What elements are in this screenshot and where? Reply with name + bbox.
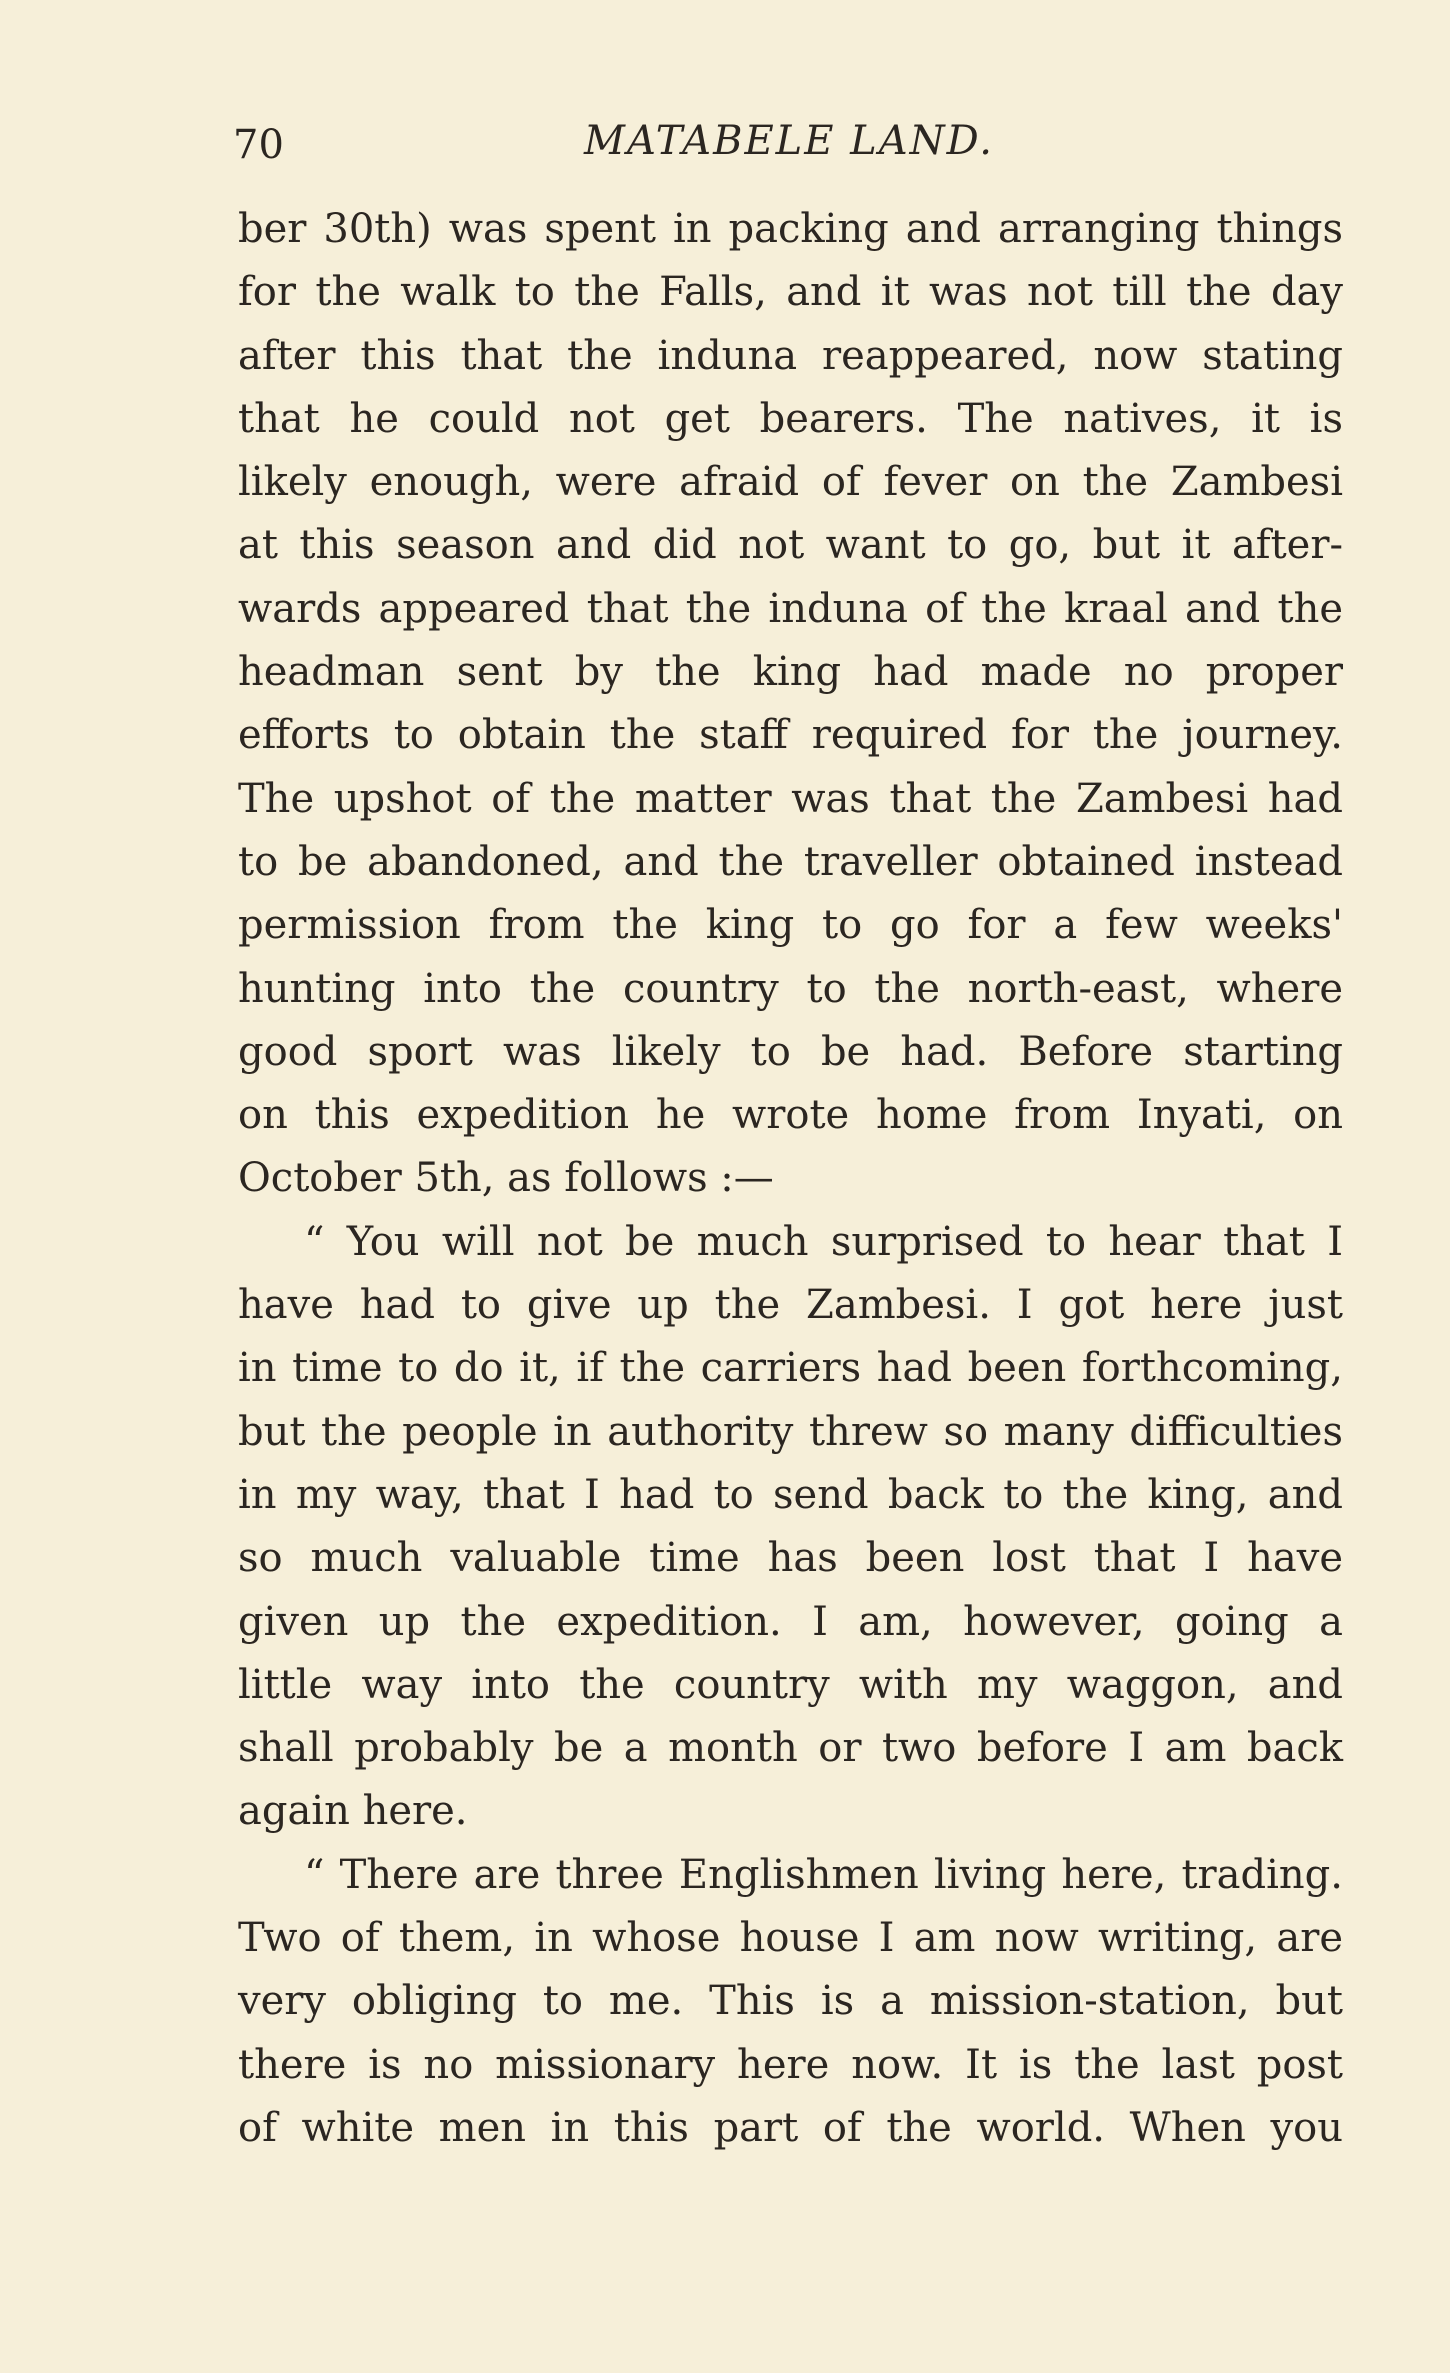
text-line: after this that the induna reappeared, now stating bbox=[238, 332, 1343, 379]
text-line: permission from the king to go for a few weeks' bbox=[238, 902, 1343, 949]
text-line: very obliging to me. This is a mission-station, but bbox=[238, 1978, 1343, 2025]
text-line: hunting into the country to the north-east, where bbox=[238, 965, 1343, 1012]
text-line: have had to give up the Zambesi. I got here just bbox=[238, 1282, 1343, 1329]
text-line: good sport was likely to be had. Before starting bbox=[238, 1028, 1343, 1075]
text-line: of white men in this part of the world. When you bbox=[238, 2104, 1343, 2151]
text-line: little way into the country with my waggon, and bbox=[238, 1661, 1343, 1708]
page-number: 70 bbox=[233, 122, 284, 168]
text-line: shall probably be a month or two before I am back bbox=[238, 1725, 1343, 1772]
body-text bbox=[238, 198, 1343, 2160]
text-line: ber 30th) was spent in packing and arranging things bbox=[238, 206, 1343, 252]
text-line: in time to do it, if the carriers had been forthcoming, bbox=[238, 1345, 1343, 1392]
text-line: Two of them, in whose house I am now writing, are bbox=[238, 1915, 1343, 1962]
text-line: that he could not get bearers. The natives, it is bbox=[238, 395, 1343, 442]
text-line: there is no missionary here now. It is the last post bbox=[238, 2041, 1343, 2088]
text-line: “ There are three Englishmen living here, trading. bbox=[304, 1851, 1343, 1898]
text-line: at this season and did not want to go, but it after- bbox=[238, 522, 1343, 569]
text-line: “ You will not be much surprised to hear that I bbox=[304, 1218, 1343, 1265]
text-line: on this expedition he wrote home from Inyati, on bbox=[238, 1092, 1343, 1139]
running-title: MATABELE LAND. bbox=[584, 118, 994, 164]
running-head bbox=[233, 118, 1345, 178]
text-line: again here. bbox=[238, 1788, 468, 1835]
text-line: but the people in authority threw so many difficulties bbox=[238, 1408, 1343, 1455]
text-line: headman sent by the king had made no proper bbox=[238, 649, 1343, 696]
text-line: wards appeared that the induna of the kraal and the bbox=[238, 585, 1343, 632]
text-line: given up the expedition. I am, however, going a bbox=[238, 1598, 1343, 1645]
text-line: October 5th, as follows :— bbox=[238, 1155, 774, 1202]
text-line: so much valuable time has been lost that I have bbox=[238, 1535, 1343, 1582]
text-line: The upshot of the matter was that the Zambesi had bbox=[238, 775, 1343, 822]
text-line: efforts to obtain the staff required for the journey. bbox=[238, 712, 1343, 759]
text-line: likely enough, were afraid of fever on the Zambesi bbox=[238, 459, 1343, 506]
text-line: to be abandoned, and the traveller obtained instead bbox=[238, 838, 1343, 885]
text-line: for the walk to the Falls, and it was not till the day bbox=[238, 269, 1343, 316]
text-line: in my way, that I had to send back to the king, and bbox=[238, 1471, 1343, 1518]
